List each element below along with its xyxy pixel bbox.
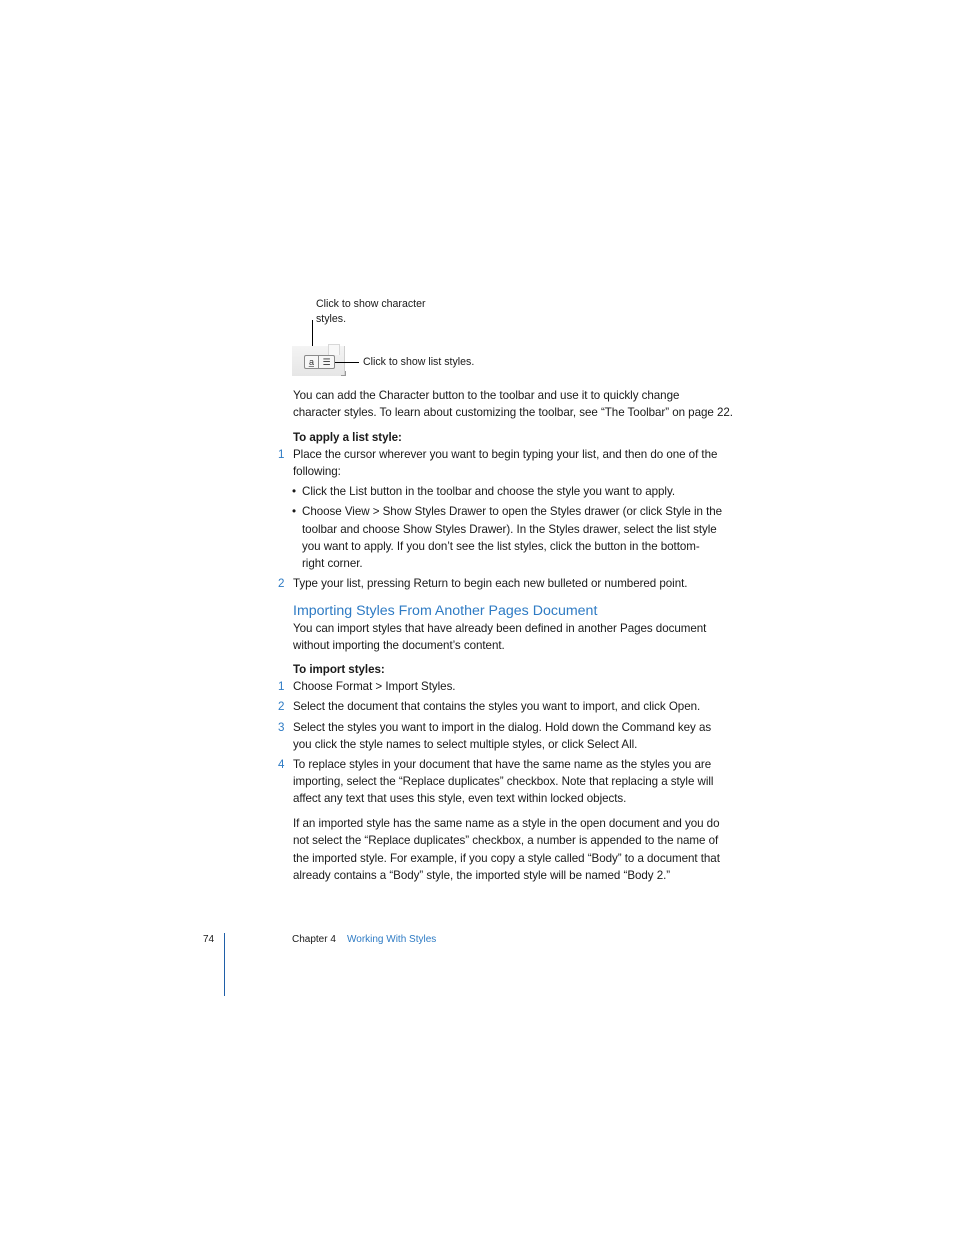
apply-list-title: To apply a list style: (293, 431, 402, 444)
step-text: you click the style names to select multiple styles, or click Select All. (293, 738, 638, 751)
intro-line: character styles. To learn about customizing the toolbar, see “The Toolbar” on page 22. (293, 406, 733, 419)
step-number: 1 (278, 680, 285, 693)
bullet-text: toolbar and choose Show Styles Drawer). In the Styles drawer, select the list style (302, 523, 717, 536)
footer-rule (224, 933, 225, 996)
note-line: not select the “Replace duplicates” checkbox, a number is appended to the name of (293, 834, 719, 847)
intro-line: You can add the Character button to the toolbar and use it to quickly change (293, 389, 680, 402)
list-styles-button[interactable] (318, 355, 335, 369)
step-text: Place the cursor wherever you want to begin typing your list, and then do one of the (293, 448, 718, 461)
step-text: To replace styles in your document that have the same name as the styles you are (293, 758, 712, 771)
bullet-text: Choose View > Show Styles Drawer to open the Styles drawer (or click Style in the (302, 505, 723, 518)
step-number: 2 (278, 700, 285, 713)
step-number: 3 (278, 721, 285, 734)
step-number: 1 (278, 448, 285, 461)
section-heading: Importing Styles From Another Pages Document (293, 603, 598, 619)
step-number: 2 (278, 577, 285, 590)
note-line: the imported style. For example, if you copy a style called “Body” to a document that (293, 852, 720, 865)
note-line: If an imported style has the same name as a style in the open document and you do (293, 817, 720, 830)
toolbar-tab-edge (328, 344, 340, 355)
step-text: following: (293, 465, 341, 478)
bullet-text: you want to apply. If you don’t see the list styles, click the button in the bottom- (302, 540, 700, 553)
bullet-icon: • (292, 505, 297, 518)
step-number: 4 (278, 758, 285, 771)
chapter-title: Working With Styles (347, 934, 437, 945)
page-number: 74 (203, 934, 215, 945)
section-intro: You can import styles that have already been defined in another Pages document (293, 622, 707, 635)
step-text: affect any text that uses this style, even text within locked objects. (293, 792, 627, 805)
section-intro: without importing the document’s content. (293, 639, 505, 652)
step-text: Choose Format > Import Styles. (293, 680, 456, 693)
step-text: Select the styles you want to import in the dialog. Hold down the Command key as (293, 721, 712, 734)
step-text: Select the document that contains the styles you want to import, and click Open. (293, 700, 701, 713)
step-text: importing, select the “Replace duplicates” checkbox. Note that replacing a style will (293, 775, 714, 788)
callout-character-line1: Click to show character (316, 298, 426, 310)
resize-corner-icon (341, 371, 346, 376)
callout-list: Click to show list styles. (363, 356, 475, 368)
callout-character-line2: styles. (316, 313, 347, 325)
step-text: Type your list, pressing Return to begin each new bulleted or numbered point. (293, 577, 688, 590)
bullet-text: right corner. (302, 557, 363, 570)
bullet-text: Click the List button in the toolbar and choose the style you want to apply. (302, 485, 676, 498)
character-styles-button[interactable] (304, 355, 319, 369)
import-title: To import styles: (293, 663, 385, 676)
note-line: already contains a “Body” style, the imported style will be named “Body 2.” (293, 869, 671, 882)
chapter-label: Chapter 4 (292, 934, 336, 945)
callout-leader-list (335, 362, 359, 363)
bullet-icon: • (292, 485, 297, 498)
list-icon: ☰ (322, 356, 331, 367)
character-icon: a̲ (308, 356, 314, 367)
